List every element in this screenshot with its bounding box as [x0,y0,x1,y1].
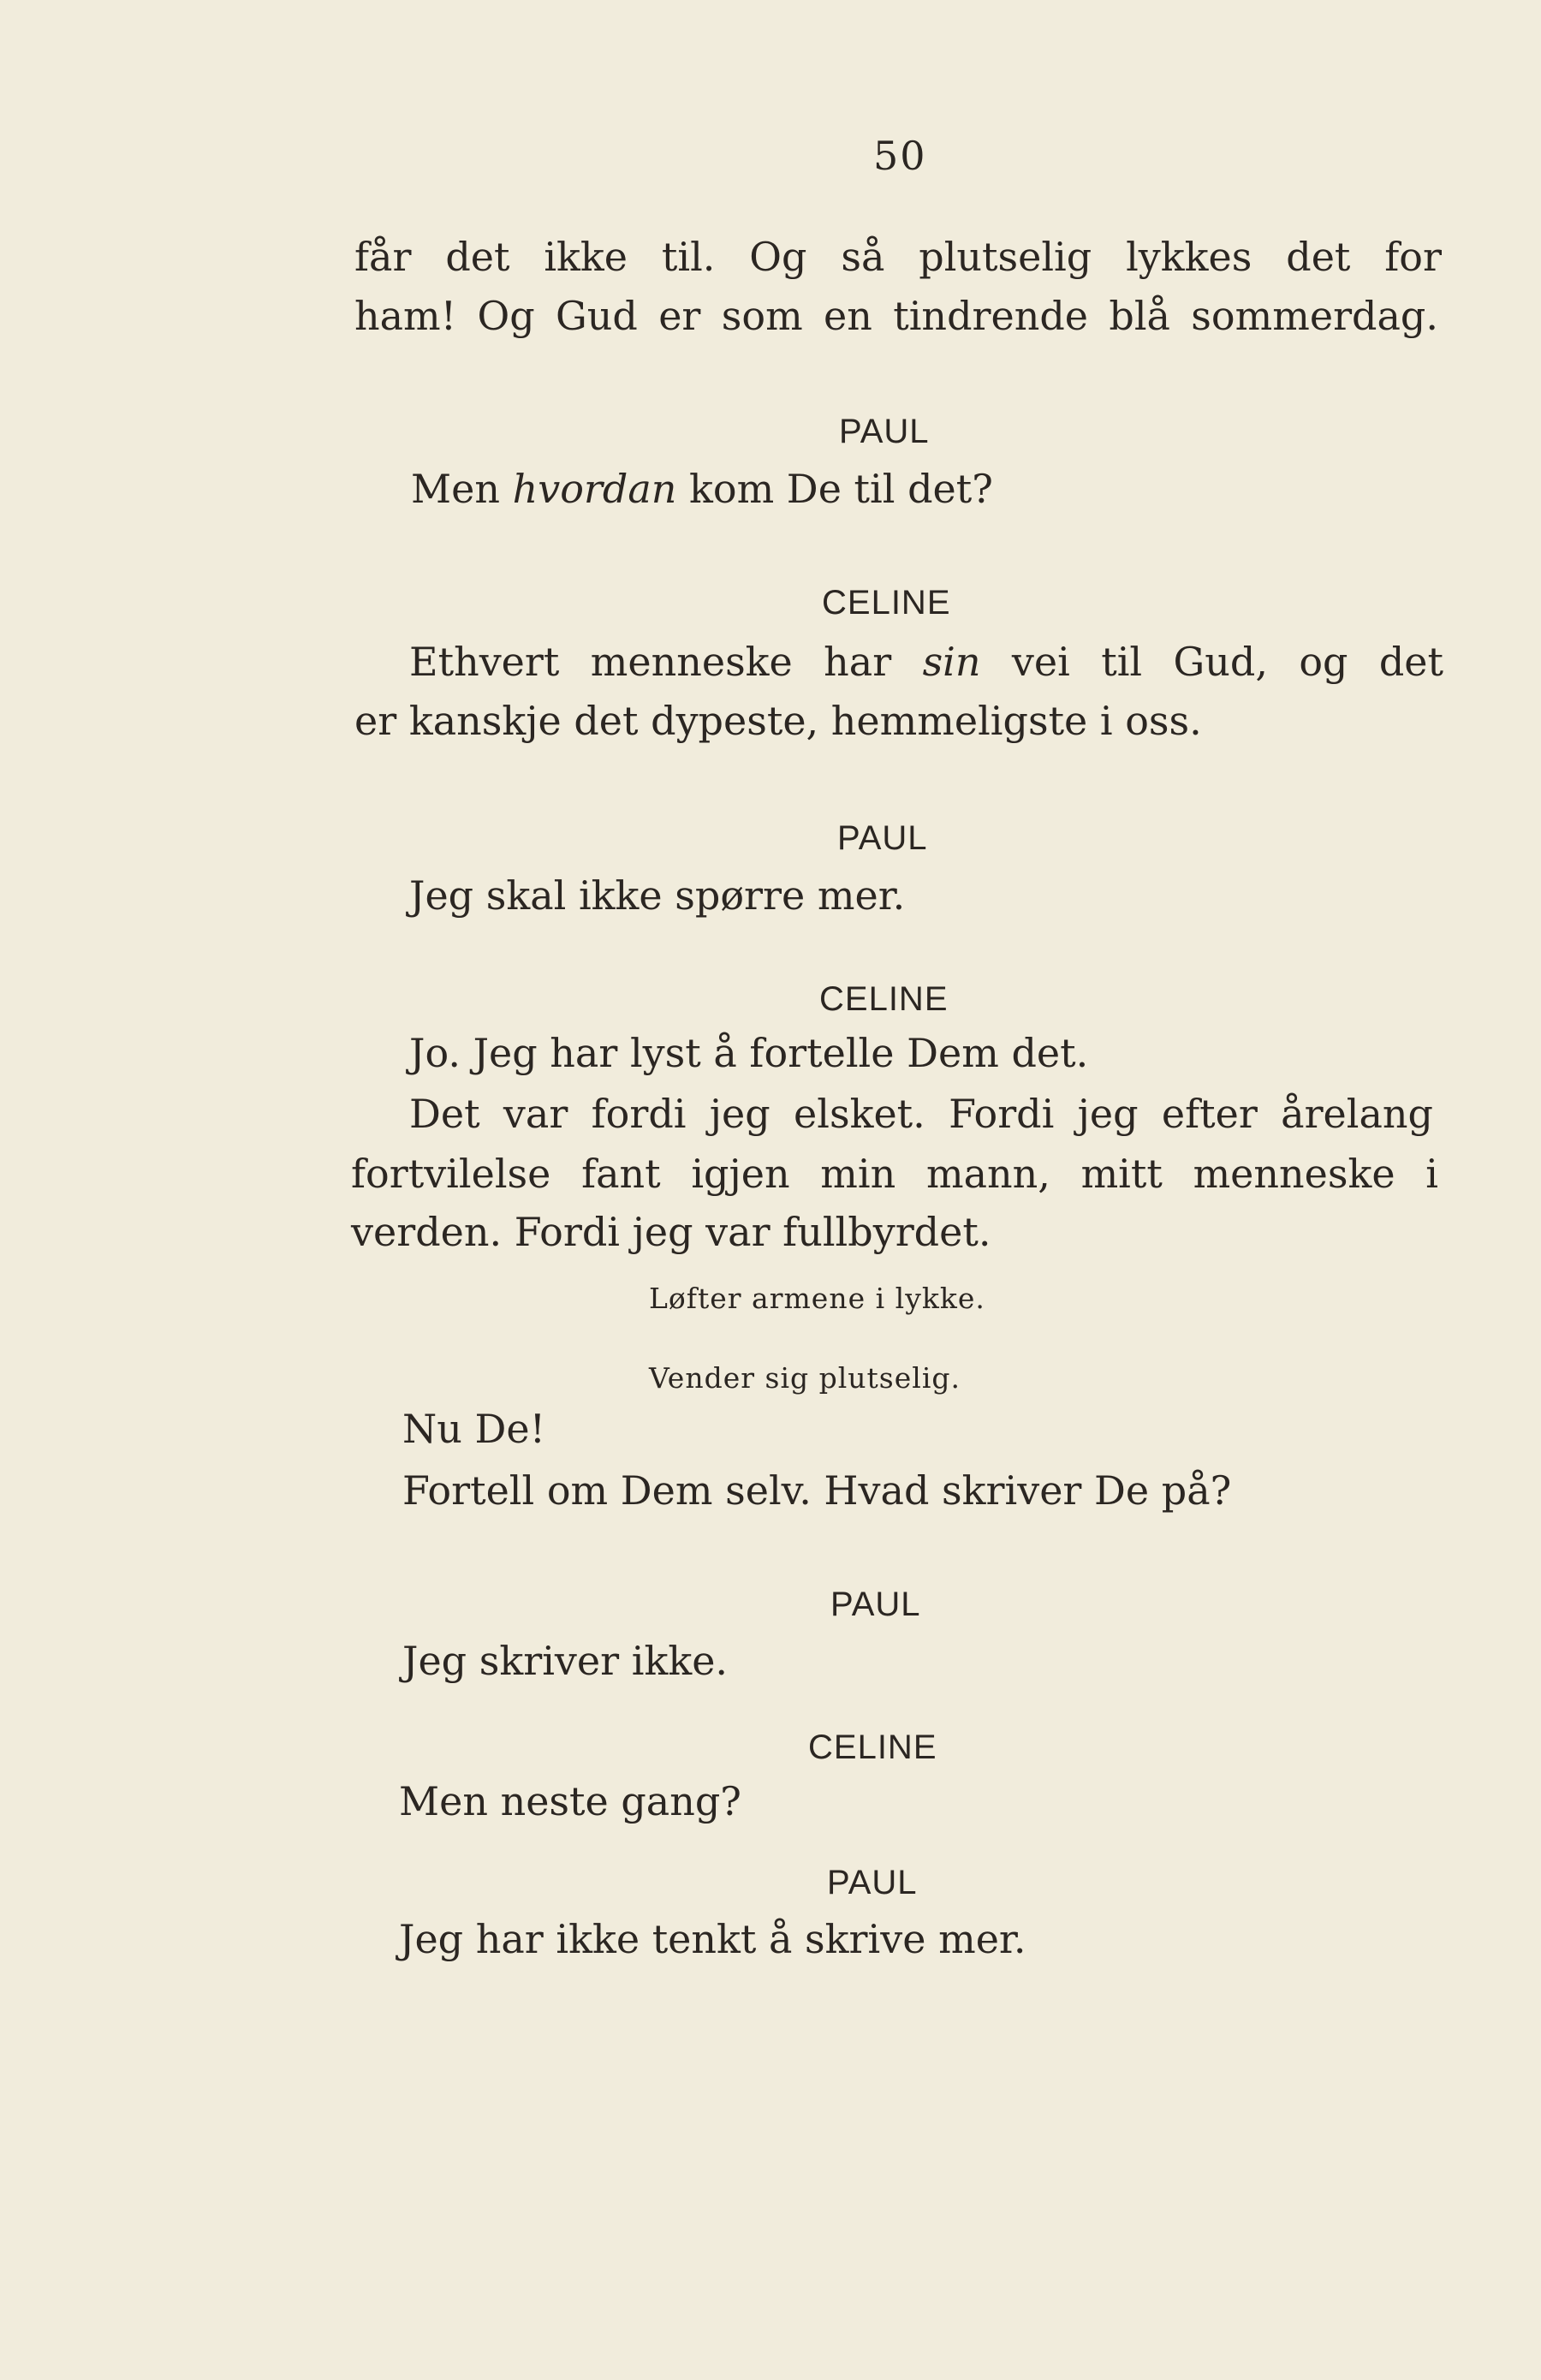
speaker-name: PAUL [827,1864,918,1901]
text-line: Jo. Jeg har lyst å fortelle Dem det. [409,1030,1089,1076]
text-line: Jeg skal ikke spørre mer. [409,872,906,919]
text-line: fortvilelse fant igjen min mann, mitt menneske i [351,1151,1438,1197]
text-line: verden. Fordi jeg var fullbyrdet. [351,1209,991,1255]
text-line: Men hvordan kom De til det? [411,466,993,512]
stage-direction: Vender sig plutselig. [649,1361,961,1395]
speaker-name: PAUL [839,413,930,450]
text-line: Nu De! [402,1406,546,1452]
text-line: er kanskje det dypeste, hemmeligste i oss. [354,698,1202,744]
speaker-name: PAUL [837,819,928,857]
text-line: Jeg har ikke tenkt å skrive mer. [399,1916,1026,1962]
text-line: Men neste gang? [399,1778,741,1824]
text-line: ham! Og Gud er som en tindrende blå sommerdag. [354,293,1438,339]
text-line: Det var fordi jeg elsket. Fordi jeg efter årelang [409,1091,1433,1137]
emphasis: hvordan [512,466,677,512]
page-number: 50 [873,133,927,179]
speaker-name: CELINE [819,980,949,1018]
text-line: Jeg skriver ikke. [402,1638,729,1684]
stage-direction: Løfter armene i lykke. [649,1282,985,1315]
speaker-name: PAUL [830,1586,921,1623]
text-line: Ethvert menneske har sin vei til Gud, og det [409,639,1443,685]
emphasis: sin [922,639,981,685]
text-line: får det ikke til. Og så plutselig lykkes det for [354,234,1442,280]
text-line: Fortell om Dem selv. Hvad skriver De på? [402,1467,1232,1514]
speaker-name: CELINE [822,584,951,622]
speaker-name: CELINE [808,1728,937,1766]
